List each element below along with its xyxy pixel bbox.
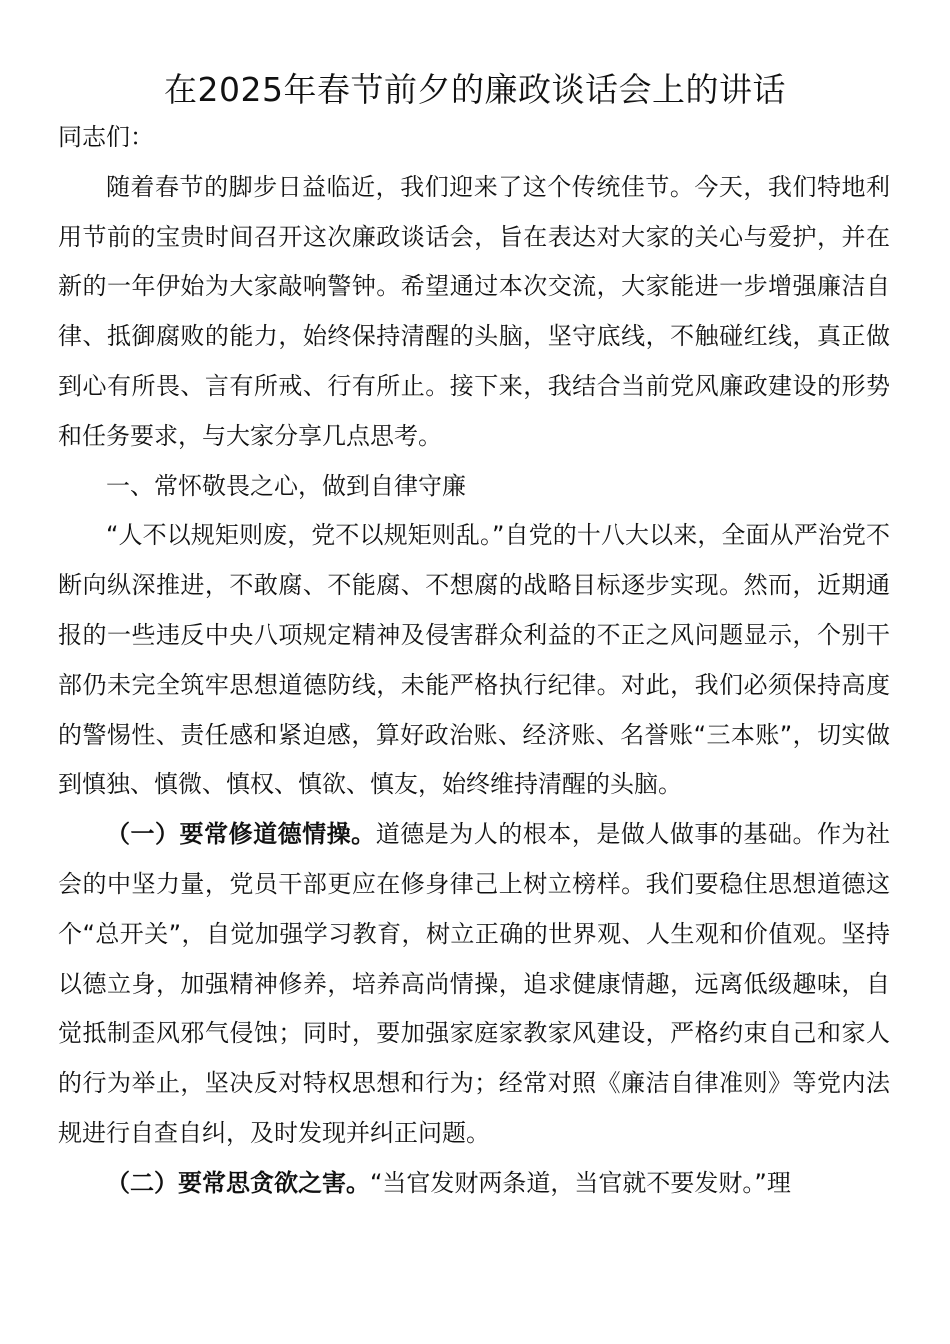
salutation: 同志们： bbox=[58, 123, 154, 151]
item-2-body: “当官发财两条道，当官就不要发财。”理 bbox=[370, 1168, 791, 1197]
item-1-body: 道德是为人的根本，是做人做事的基础。作为社会的中坚力量，党员干部更应在修身律己上树立榜样。我们要稳住思想道德这个“总开关”，自觉加强学习教育，树立正确的世界观、人生观和价值观。坚持以德立身，加强精神修养，培养高尚情操，追求健康情趣，远离低级趣味，自觉抵制歪风邪气侵蚀；同时，要加强家庭家教家风建设，严格约束自己和家人的行为举止，坚决反对特权思想和行为；经常对照《廉洁自律准则》等党内法规进行自查自纠，及时发现并纠正问题。 bbox=[58, 820, 891, 1147]
item-2-lead: （二）要常思贪欲之害。 bbox=[106, 1168, 370, 1197]
item-2-paragraph bbox=[58, 1159, 890, 1209]
section-1-paragraph: “人不以规矩则废，党不以规矩则乱。”自党的十八大以来，全面从严治党不断向纵深推进，不敢腐、不能腐、不想腐的战略目标逐步实现。然而，近期通报的一些违反中央八项规定精神及侵害群众利益的不正之风问题显示，个别干部仍未完全筑牢思想道德防线，未能严格执行纪律。对此，我们必须保持高度的警惕性、责任感和紧迫感，算好政治账、经济账、名誉账“三本账”，切实做到慎独、慎微、慎权、慎欲、慎友，始终维持清醒的头脑。 bbox=[58, 521, 890, 799]
document-body bbox=[58, 113, 890, 1209]
item-1-paragraph bbox=[58, 810, 890, 1159]
intro-paragraph: 随着春节的脚步日益临近，我们迎来了这个传统佳节。今天，我们特地利用节前的宝贵时间召开这次廉政谈话会，旨在表达对大家的关心与爱护，并在新的一年伊始为大家敲响警钟。希望通过本次交流，大家能进一步增强廉洁自律、抵御腐败的能力，始终保持清醒的头脑，坚守底线，不触碰红线，真正做到心有所畏、言有所戒、行有所止。接下来，我结合当前党风廉政建设的形势和任务要求，与大家分享几点思考。 bbox=[58, 172, 890, 450]
document-title: 在2025年春节前夕的廉政谈话会上的讲话 bbox=[164, 70, 786, 109]
section-heading-1: 一、常怀敬畏之心，做到自律守廉 bbox=[106, 471, 466, 500]
item-1-lead: （一）要常修道德情操。 bbox=[106, 820, 376, 849]
